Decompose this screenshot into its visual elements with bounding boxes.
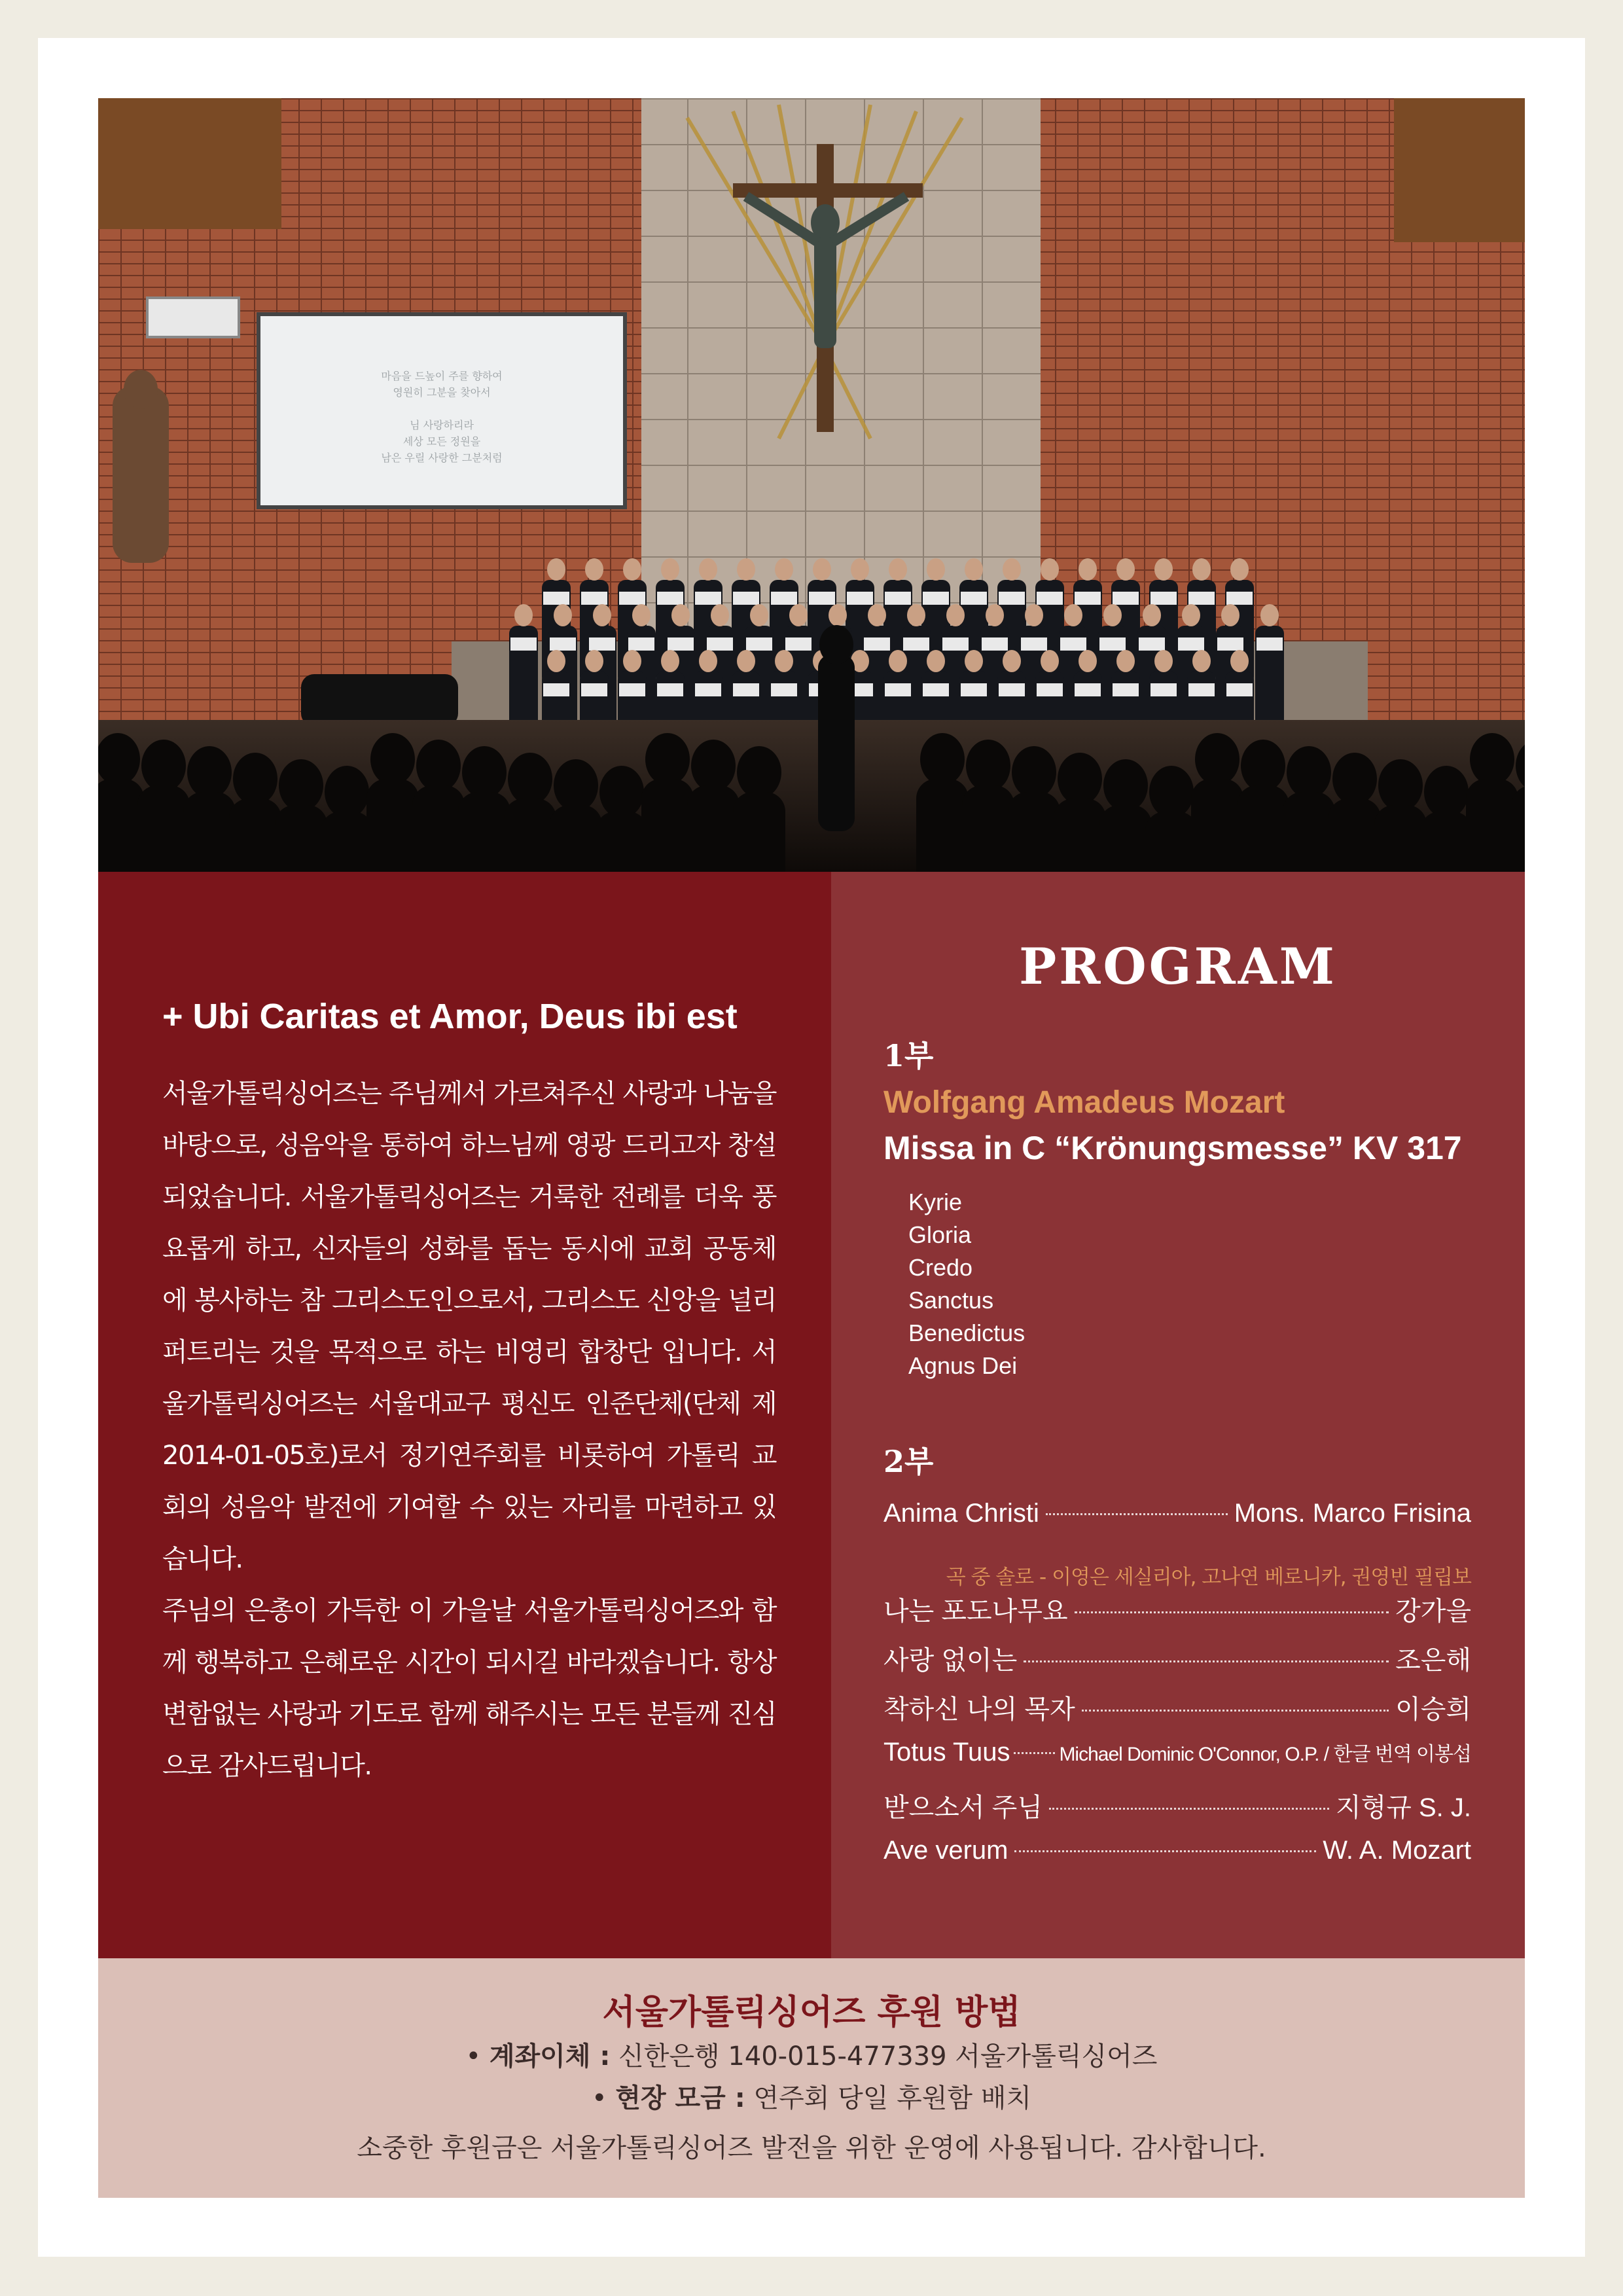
audience-member: [962, 740, 1014, 872]
onsite-value: 연주회 당일 후원함 배치: [753, 2083, 1031, 2113]
concert-photo: [98, 98, 1525, 872]
item-composer: W. A. Mozart: [1323, 1836, 1471, 1865]
audience-member: [1237, 740, 1289, 872]
program-item: [883, 1640, 1471, 1677]
part2-label: 2부: [883, 1444, 934, 1479]
item-composer: Michael Dominic O'Connor, O.P. / 한글 번역 이봉섭: [1059, 1744, 1471, 1765]
audience-member: [550, 759, 602, 872]
movement-item: Gloria: [908, 1221, 972, 1248]
audience-member: [137, 740, 190, 872]
audience-member: [183, 746, 236, 872]
support-title: 서울가톨릭싱어즈 후원 방법: [602, 1993, 1021, 2032]
item-title: Totus Tuus: [883, 1738, 1010, 1767]
item-title: 착하신 나의 목자: [883, 1695, 1075, 1724]
program-item: [883, 1689, 1471, 1726]
bank-label: 계좌이체 :: [489, 2041, 611, 2072]
screen-line: 세상 모든 정원을: [402, 435, 481, 448]
intro-paragraph: 서울가톨릭싱어즈는 주님께서 가르쳐주신 사랑과 나눔을 바탕으로, 성음악을 통하여 하느님께 영광 드리고자 창설되었습니다. 서울가톨릭싱어즈는 거룩한 전례를 더욱 풍요롭게 하고, 신자들의 성화를 돕는 동시에 교회 공동체에 봉사하는 참 그리스도인으로서, 그리스도 신앙을 널리 퍼트리는 것을 목적으로 하는 비영리 합창단 입니다. 서울가톨릭싱어즈는 서울대교구 평신도 인준단체(단체 제2014-01-05호)로서 정기연주회를 비롯하여 가톨릭 교회의 성음악 발전에 기여할 수 있는 자리를 마련하고 있습니다.: [162, 1079, 776, 1574]
audience-member: [1191, 733, 1243, 872]
program-title: PROGRAM: [1019, 937, 1337, 996]
part1-composer: Wolfgang Amadeus Mozart: [883, 1085, 1285, 1120]
item-composer: Mons. Marco Frisina: [1234, 1499, 1471, 1528]
movement-list: [908, 1186, 1025, 1382]
audience-member: [1374, 759, 1427, 872]
screen-line: 님 사랑하리라: [410, 419, 474, 431]
audience-member: [1420, 766, 1472, 872]
audience-member: [504, 753, 556, 872]
audience-member: [1466, 733, 1518, 872]
item-composer: 이승희: [1395, 1695, 1471, 1724]
audience-member: [1329, 753, 1381, 872]
item-composer: 조은해: [1395, 1646, 1471, 1675]
audience-member: [1054, 753, 1106, 872]
movement-item: Benedictus: [908, 1319, 1026, 1346]
solo-note: 곡 중 솔로 - 이영은 세실리아, 고나연 베로니카, 권영빈 필립보: [946, 1566, 1471, 1589]
item-title: 사랑 없이는: [883, 1646, 1018, 1675]
movement-item: Kyrie: [908, 1189, 963, 1215]
greeting-paragraph: 주님의 은총이 가득한 이 가을날 서울가톨릭싱어즈와 함께 행복하고 은혜로운 시간이 되시길 바라겠습니다. 항상 변함없는 사랑과 기도로 함께 해주시는 모든 분들께 진심으로 감사드립니다.: [162, 1596, 776, 1781]
support-band: [98, 1958, 1525, 2198]
audience-member: [596, 766, 648, 872]
audience-member: [733, 746, 785, 872]
thanks-line: 소중한 후원금은 서울가톨릭싱어즈 발전을 위한 운영에 사용됩니다. 감사합니다.: [357, 2133, 1266, 2163]
audience-member: [275, 759, 327, 872]
intro-heading: + Ubi Caritas et Amor, Deus ibi est: [162, 997, 738, 1036]
audience-member: [687, 740, 740, 872]
movement-item: Sanctus: [908, 1287, 994, 1314]
program-item: [883, 1499, 1471, 1528]
program-panel: [831, 872, 1525, 1958]
audience-member: [1099, 759, 1152, 872]
item-title: Ave verum: [883, 1836, 1008, 1865]
part1-work: Missa in C “Krönungsmesse” KV 317: [883, 1130, 1462, 1166]
movement-item: Agnus Dei: [908, 1352, 1018, 1379]
item-title: 받으소서 주님: [883, 1793, 1043, 1822]
audience-member: [98, 733, 144, 872]
program-item: [883, 1590, 1471, 1628]
onsite-label: 현장 모금 :: [615, 2083, 745, 2113]
bank-value: 신한은행 140-015-477339 서울가톨릭싱어즈: [618, 2041, 1158, 2072]
screen-line: 마음을 드높이 주를 향하여: [381, 370, 503, 382]
screen-line: 영원히 그분을 찾아서: [393, 386, 491, 399]
audience-member: [366, 733, 419, 872]
item-composer: 지형규 S. J.: [1335, 1793, 1471, 1822]
bank-transfer-line: • 계좌이체 : 신한은행 140-015-477339 서울가톨릭싱어즈: [465, 2041, 1158, 2072]
program-item: [883, 1836, 1471, 1865]
item-title: Anima Christi: [883, 1499, 1039, 1528]
part1-label: 1부: [883, 1038, 934, 1073]
item-title: 나는 포도나무요: [883, 1597, 1068, 1626]
audience-member: [321, 766, 373, 872]
audience-member: [229, 753, 281, 872]
audience-member: [1008, 746, 1060, 872]
audience-member: [458, 746, 510, 872]
audience-member: [1145, 766, 1198, 872]
audience-member: [916, 733, 969, 872]
audience-member: [641, 733, 694, 872]
audience-member: [412, 740, 465, 872]
program-item: [883, 1738, 1471, 1767]
onsite-line: • 현장 모금 : 연주회 당일 후원함 배치: [592, 2083, 1031, 2113]
program-item: [883, 1787, 1471, 1824]
audience-member: [1283, 746, 1335, 872]
item-composer: 강가을: [1395, 1597, 1471, 1626]
movement-item: Credo: [908, 1254, 973, 1281]
intro-panel: [98, 872, 831, 1958]
screen-line: 남은 우릴 사랑한 그분처럼: [381, 452, 503, 464]
